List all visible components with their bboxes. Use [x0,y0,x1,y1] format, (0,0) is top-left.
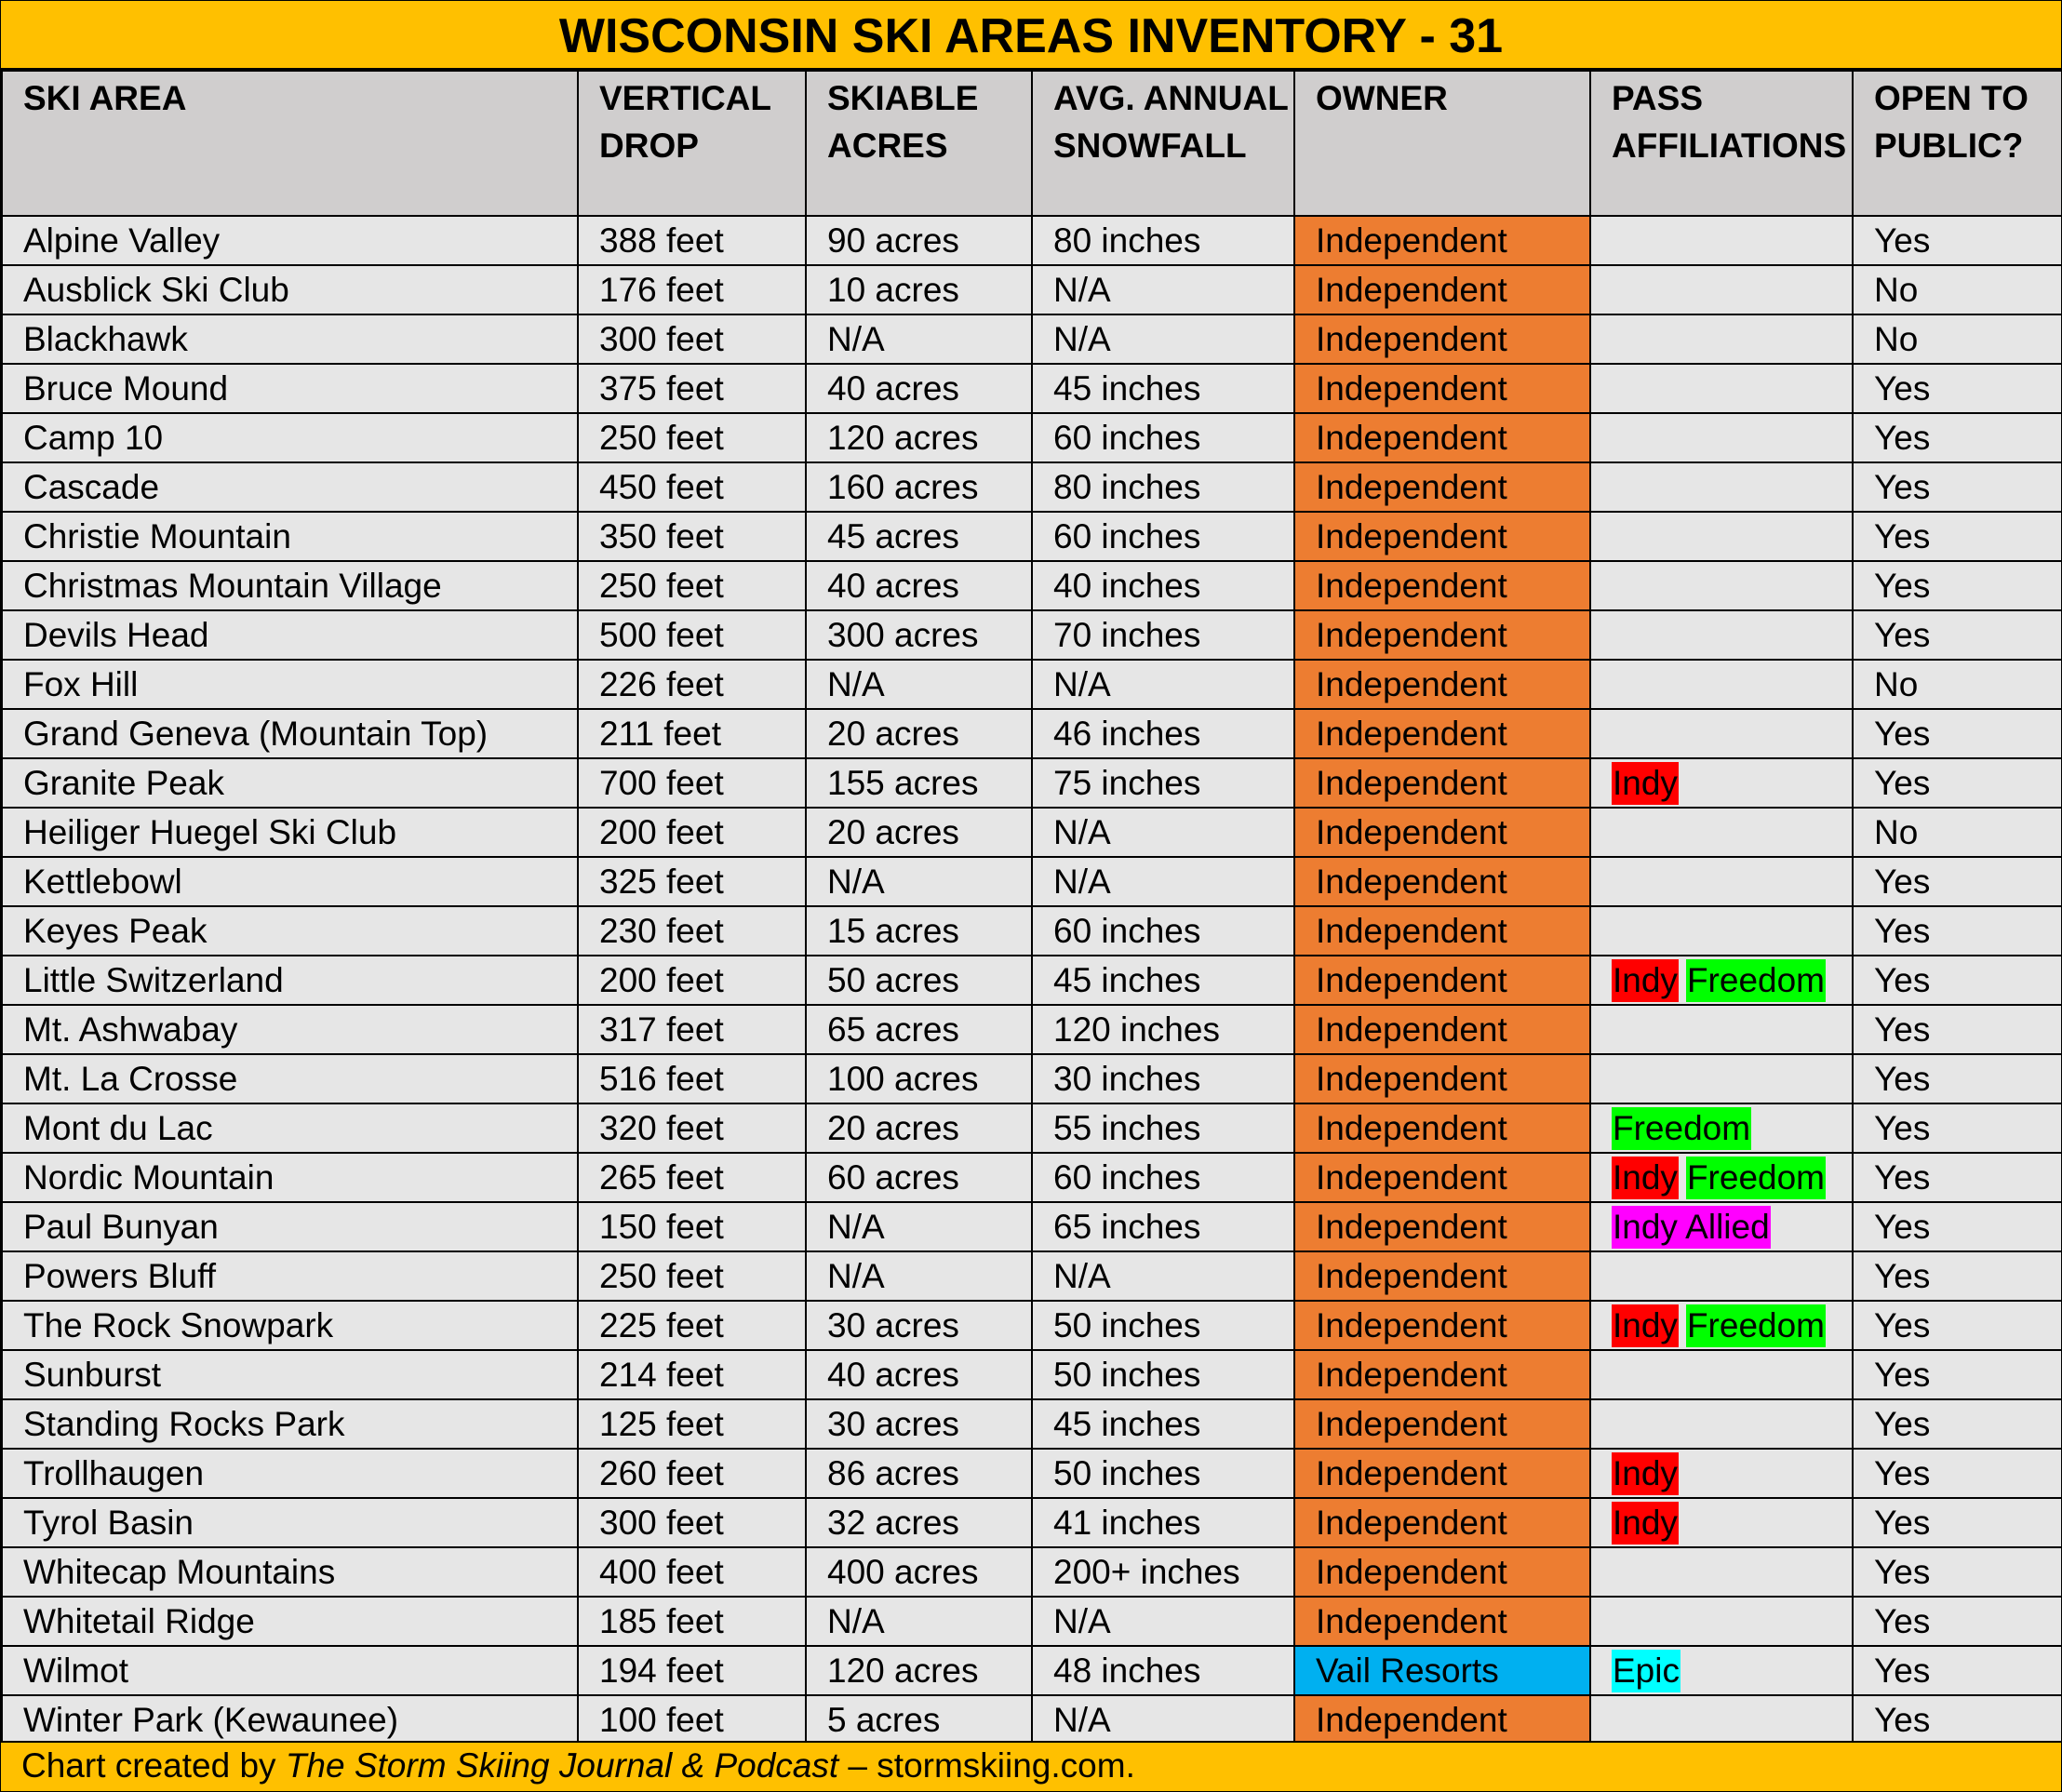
cell-avg-snowfall: 45 inches [1032,1399,1294,1449]
footer-suffix: – stormskiing.com. [838,1746,1135,1785]
table-body [2,216,2062,1745]
cell-pass-affiliations [1590,709,1853,758]
cell-pass-affiliations [1590,561,1853,610]
table-row [2,758,2062,808]
cell-avg-snowfall: 60 inches [1032,1153,1294,1202]
cell-owner: Independent [1294,1153,1590,1202]
cell-owner: Independent [1294,660,1590,709]
cell-skiable-acres: 50 acres [806,956,1032,1005]
cell-ski-area: Heiliger Huegel Ski Club [2,808,578,857]
cell-pass-affiliations [1590,1399,1853,1449]
cell-vertical-drop: 500 feet [578,610,806,660]
table-row [2,1695,2062,1745]
cell-open-to-public: Yes [1853,1202,2062,1251]
cell-skiable-acres: 120 acres [806,1646,1032,1695]
cell-vertical-drop: 200 feet [578,956,806,1005]
cell-vertical-drop: 450 feet [578,462,806,512]
cell-avg-snowfall: 75 inches [1032,758,1294,808]
cell-vertical-drop: 325 feet [578,857,806,906]
col-header-skiable-acres: SKIABLE ACRES [806,71,1032,216]
cell-owner: Independent [1294,1103,1590,1153]
cell-ski-area: Trollhaugen [2,1449,578,1498]
table-row [2,1399,2062,1449]
cell-pass-affiliations [1590,1054,1853,1103]
cell-owner: Independent [1294,1251,1590,1301]
cell-ski-area: Camp 10 [2,413,578,462]
cell-vertical-drop: 185 feet [578,1597,806,1646]
cell-pass-affiliations [1590,462,1853,512]
table-row [2,1547,2062,1597]
cell-owner: Vail Resorts [1294,1646,1590,1695]
cell-ski-area: Sunburst [2,1350,578,1399]
table-row [2,956,2062,1005]
cell-ski-area: Blackhawk [2,314,578,364]
cell-ski-area: Christie Mountain [2,512,578,561]
cell-avg-snowfall: N/A [1032,265,1294,314]
cell-avg-snowfall: 55 inches [1032,1103,1294,1153]
cell-skiable-acres: 10 acres [806,265,1032,314]
table-row [2,1597,2062,1646]
cell-skiable-acres: N/A [806,314,1032,364]
cell-skiable-acres: 40 acres [806,1350,1032,1399]
cell-ski-area: Grand Geneva (Mountain Top) [2,709,578,758]
cell-skiable-acres: 160 acres [806,462,1032,512]
cell-vertical-drop: 225 feet [578,1301,806,1350]
cell-pass-affiliations [1590,1646,1853,1695]
pass-badge: Indy [1612,1452,1679,1495]
cell-open-to-public: Yes [1853,857,2062,906]
cell-pass-affiliations [1590,265,1853,314]
cell-open-to-public: Yes [1853,1153,2062,1202]
cell-pass-affiliations [1590,1103,1853,1153]
cell-vertical-drop: 250 feet [578,413,806,462]
cell-open-to-public: No [1853,265,2062,314]
table-row [2,808,2062,857]
table-row [2,1103,2062,1153]
cell-pass-affiliations [1590,1547,1853,1597]
pass-badge: Indy [1612,1157,1679,1199]
cell-pass-affiliations [1590,413,1853,462]
cell-ski-area: Ausblick Ski Club [2,265,578,314]
cell-ski-area: Fox Hill [2,660,578,709]
cell-pass-affiliations [1590,610,1853,660]
pass-badge: Epic [1612,1650,1680,1692]
cell-ski-area: Mt. La Crosse [2,1054,578,1103]
cell-skiable-acres: 155 acres [806,758,1032,808]
cell-pass-affiliations [1590,1005,1853,1054]
cell-pass-affiliations [1590,1202,1853,1251]
cell-ski-area: Cascade [2,462,578,512]
table-row [2,709,2062,758]
table-row [2,1005,2062,1054]
cell-pass-affiliations [1590,906,1853,956]
cell-avg-snowfall: N/A [1032,660,1294,709]
cell-ski-area: Nordic Mountain [2,1153,578,1202]
cell-owner: Independent [1294,906,1590,956]
table-row [2,265,2062,314]
cell-skiable-acres: N/A [806,1251,1032,1301]
cell-pass-affiliations [1590,1597,1853,1646]
cell-pass-affiliations [1590,1301,1853,1350]
cell-avg-snowfall: 41 inches [1032,1498,1294,1547]
cell-ski-area: The Rock Snowpark [2,1301,578,1350]
cell-avg-snowfall: 70 inches [1032,610,1294,660]
cell-ski-area: Mont du Lac [2,1103,578,1153]
cell-owner: Independent [1294,1054,1590,1103]
footer-prefix: Chart created by [21,1746,286,1785]
cell-vertical-drop: 265 feet [578,1153,806,1202]
table-row [2,1202,2062,1251]
cell-avg-snowfall: 60 inches [1032,413,1294,462]
cell-ski-area: Granite Peak [2,758,578,808]
cell-ski-area: Powers Bluff [2,1251,578,1301]
cell-open-to-public: Yes [1853,1251,2062,1301]
cell-open-to-public: Yes [1853,561,2062,610]
cell-vertical-drop: 150 feet [578,1202,806,1251]
cell-vertical-drop: 194 feet [578,1646,806,1695]
cell-ski-area: Paul Bunyan [2,1202,578,1251]
cell-ski-area: Little Switzerland [2,956,578,1005]
cell-owner: Independent [1294,808,1590,857]
cell-owner: Independent [1294,1449,1590,1498]
cell-pass-affiliations [1590,857,1853,906]
cell-owner: Independent [1294,314,1590,364]
table-row [2,1054,2062,1103]
cell-avg-snowfall: 80 inches [1032,462,1294,512]
col-header-ski-area: SKI AREA [2,71,578,216]
table-row [2,1251,2062,1301]
cell-skiable-acres: 5 acres [806,1695,1032,1745]
table-row [2,1350,2062,1399]
cell-pass-affiliations [1590,1695,1853,1745]
cell-pass-affiliations [1590,1449,1853,1498]
cell-vertical-drop: 250 feet [578,1251,806,1301]
cell-vertical-drop: 176 feet [578,265,806,314]
cell-vertical-drop: 211 feet [578,709,806,758]
cell-open-to-public: No [1853,660,2062,709]
cell-skiable-acres: 32 acres [806,1498,1032,1547]
cell-owner: Independent [1294,1695,1590,1745]
cell-skiable-acres: N/A [806,1597,1032,1646]
cell-ski-area: Wilmot [2,1646,578,1695]
cell-vertical-drop: 200 feet [578,808,806,857]
cell-skiable-acres: N/A [806,857,1032,906]
cell-skiable-acres: 90 acres [806,216,1032,265]
cell-open-to-public: Yes [1853,1103,2062,1153]
cell-pass-affiliations [1590,956,1853,1005]
cell-vertical-drop: 260 feet [578,1449,806,1498]
cell-avg-snowfall: 80 inches [1032,216,1294,265]
cell-open-to-public: Yes [1853,1449,2062,1498]
cell-owner: Independent [1294,216,1590,265]
cell-pass-affiliations [1590,512,1853,561]
cell-skiable-acres: 20 acres [806,709,1032,758]
cell-ski-area: Christmas Mountain Village [2,561,578,610]
cell-skiable-acres: 400 acres [806,1547,1032,1597]
cell-vertical-drop: 100 feet [578,1695,806,1745]
cell-open-to-public: Yes [1853,462,2062,512]
table-row [2,1301,2062,1350]
cell-open-to-public: Yes [1853,1547,2062,1597]
table-row [2,1646,2062,1695]
sheet-title: WISCONSIN SKI AREAS INVENTORY - 31 [1,1,2061,70]
cell-avg-snowfall: 45 inches [1032,956,1294,1005]
cell-skiable-acres: 45 acres [806,512,1032,561]
cell-open-to-public: Yes [1853,1399,2062,1449]
table-row [2,413,2062,462]
cell-ski-area: Bruce Mound [2,364,578,413]
table-row [2,660,2062,709]
col-header-avg-snowfall: AVG. ANNUAL SNOWFALL [1032,71,1294,216]
cell-owner: Independent [1294,1597,1590,1646]
cell-avg-snowfall: N/A [1032,1597,1294,1646]
cell-ski-area: Keyes Peak [2,906,578,956]
table-row [2,1153,2062,1202]
cell-owner: Independent [1294,1498,1590,1547]
cell-owner: Independent [1294,462,1590,512]
col-header-owner: OWNER [1294,71,1590,216]
cell-pass-affiliations [1590,216,1853,265]
ski-areas-table [1,70,2062,1745]
cell-open-to-public: Yes [1853,413,2062,462]
table-row [2,906,2062,956]
cell-owner: Independent [1294,1350,1590,1399]
cell-skiable-acres: N/A [806,1202,1032,1251]
cell-open-to-public: Yes [1853,709,2062,758]
pass-badge: Indy [1612,1304,1679,1347]
cell-ski-area: Mt. Ashwabay [2,1005,578,1054]
cell-open-to-public: Yes [1853,1498,2062,1547]
cell-open-to-public: Yes [1853,364,2062,413]
cell-owner: Independent [1294,1005,1590,1054]
cell-owner: Independent [1294,956,1590,1005]
cell-owner: Independent [1294,364,1590,413]
col-header-open-to-public: OPEN TO PUBLIC? [1853,71,2062,216]
cell-vertical-drop: 230 feet [578,906,806,956]
cell-vertical-drop: 375 feet [578,364,806,413]
cell-owner: Independent [1294,1547,1590,1597]
table-row [2,610,2062,660]
cell-pass-affiliations [1590,808,1853,857]
cell-avg-snowfall: 45 inches [1032,364,1294,413]
cell-skiable-acres: 65 acres [806,1005,1032,1054]
cell-avg-snowfall: 60 inches [1032,906,1294,956]
cell-avg-snowfall: 40 inches [1032,561,1294,610]
cell-owner: Independent [1294,561,1590,610]
cell-vertical-drop: 317 feet [578,1005,806,1054]
cell-open-to-public: Yes [1853,1350,2062,1399]
col-header-pass-affiliations: PASS AFFILIATIONS [1590,71,1853,216]
pass-badge: Freedom [1612,1107,1751,1150]
cell-skiable-acres: 40 acres [806,561,1032,610]
cell-owner: Independent [1294,1399,1590,1449]
header-row [2,71,2062,216]
cell-open-to-public: Yes [1853,216,2062,265]
cell-pass-affiliations [1590,1498,1853,1547]
cell-open-to-public: No [1853,808,2062,857]
cell-vertical-drop: 320 feet [578,1103,806,1153]
cell-skiable-acres: 40 acres [806,364,1032,413]
cell-pass-affiliations [1590,314,1853,364]
cell-avg-snowfall: 46 inches [1032,709,1294,758]
cell-pass-affiliations [1590,758,1853,808]
cell-ski-area: Devils Head [2,610,578,660]
cell-owner: Independent [1294,1301,1590,1350]
credit-footer [1,1741,2061,1791]
table-row [2,1449,2062,1498]
cell-ski-area: Kettlebowl [2,857,578,906]
cell-avg-snowfall: 65 inches [1032,1202,1294,1251]
cell-avg-snowfall: 200+ inches [1032,1547,1294,1597]
cell-pass-affiliations [1590,1350,1853,1399]
cell-owner: Independent [1294,265,1590,314]
table-row [2,561,2062,610]
cell-ski-area: Alpine Valley [2,216,578,265]
table-row [2,1498,2062,1547]
cell-skiable-acres: 20 acres [806,1103,1032,1153]
table-row [2,857,2062,906]
cell-skiable-acres: 300 acres [806,610,1032,660]
cell-owner: Independent [1294,857,1590,906]
cell-avg-snowfall: 48 inches [1032,1646,1294,1695]
cell-owner: Independent [1294,413,1590,462]
pass-badge: Indy [1612,1502,1679,1545]
cell-open-to-public: Yes [1853,956,2062,1005]
cell-skiable-acres: 30 acres [806,1399,1032,1449]
cell-pass-affiliations [1590,660,1853,709]
cell-skiable-acres: N/A [806,660,1032,709]
cell-avg-snowfall: N/A [1032,314,1294,364]
cell-ski-area: Winter Park (Kewaunee) [2,1695,578,1745]
cell-vertical-drop: 250 feet [578,561,806,610]
pass-badge: Indy Allied [1612,1206,1771,1249]
cell-avg-snowfall: 60 inches [1032,512,1294,561]
cell-open-to-public: No [1853,314,2062,364]
cell-owner: Independent [1294,709,1590,758]
pass-badge: Freedom [1686,1157,1826,1199]
cell-open-to-public: Yes [1853,610,2062,660]
cell-ski-area: Whitetail Ridge [2,1597,578,1646]
cell-vertical-drop: 214 feet [578,1350,806,1399]
cell-vertical-drop: 125 feet [578,1399,806,1449]
pass-badge: Freedom [1686,959,1826,1002]
cell-vertical-drop: 300 feet [578,1498,806,1547]
cell-skiable-acres: 15 acres [806,906,1032,956]
cell-ski-area: Whitecap Mountains [2,1547,578,1597]
cell-skiable-acres: 120 acres [806,413,1032,462]
table-row [2,314,2062,364]
cell-owner: Independent [1294,1202,1590,1251]
cell-ski-area: Tyrol Basin [2,1498,578,1547]
cell-avg-snowfall: 120 inches [1032,1005,1294,1054]
pass-badge: Indy [1612,959,1679,1002]
pass-badge: Indy [1612,762,1679,805]
pass-badge: Freedom [1686,1304,1826,1347]
cell-owner: Independent [1294,758,1590,808]
cell-open-to-public: Yes [1853,1695,2062,1745]
cell-owner: Independent [1294,610,1590,660]
cell-avg-snowfall: N/A [1032,1251,1294,1301]
cell-avg-snowfall: N/A [1032,857,1294,906]
cell-pass-affiliations [1590,1251,1853,1301]
cell-skiable-acres: 60 acres [806,1153,1032,1202]
cell-open-to-public: Yes [1853,512,2062,561]
table-row [2,512,2062,561]
cell-vertical-drop: 300 feet [578,314,806,364]
cell-vertical-drop: 350 feet [578,512,806,561]
cell-avg-snowfall: 50 inches [1032,1301,1294,1350]
cell-owner: Independent [1294,512,1590,561]
cell-vertical-drop: 700 feet [578,758,806,808]
cell-open-to-public: Yes [1853,906,2062,956]
col-header-vertical-drop: VERTICAL DROP [578,71,806,216]
cell-skiable-acres: 30 acres [806,1301,1032,1350]
cell-open-to-public: Yes [1853,758,2062,808]
cell-avg-snowfall: 30 inches [1032,1054,1294,1103]
cell-vertical-drop: 516 feet [578,1054,806,1103]
cell-vertical-drop: 388 feet [578,216,806,265]
cell-open-to-public: Yes [1853,1301,2062,1350]
cell-skiable-acres: 100 acres [806,1054,1032,1103]
cell-skiable-acres: 20 acres [806,808,1032,857]
table-row [2,462,2062,512]
cell-pass-affiliations [1590,1153,1853,1202]
cell-open-to-public: Yes [1853,1597,2062,1646]
cell-pass-affiliations [1590,364,1853,413]
table-row [2,216,2062,265]
cell-avg-snowfall: N/A [1032,808,1294,857]
cell-open-to-public: Yes [1853,1005,2062,1054]
cell-avg-snowfall: N/A [1032,1695,1294,1745]
footer-publication: The Storm Skiing Journal & Podcast [285,1746,839,1785]
cell-avg-snowfall: 50 inches [1032,1350,1294,1399]
cell-ski-area: Standing Rocks Park [2,1399,578,1449]
cell-open-to-public: Yes [1853,1646,2062,1695]
cell-avg-snowfall: 50 inches [1032,1449,1294,1498]
cell-open-to-public: Yes [1853,1054,2062,1103]
table-row [2,364,2062,413]
cell-vertical-drop: 226 feet [578,660,806,709]
cell-skiable-acres: 86 acres [806,1449,1032,1498]
cell-vertical-drop: 400 feet [578,1547,806,1597]
